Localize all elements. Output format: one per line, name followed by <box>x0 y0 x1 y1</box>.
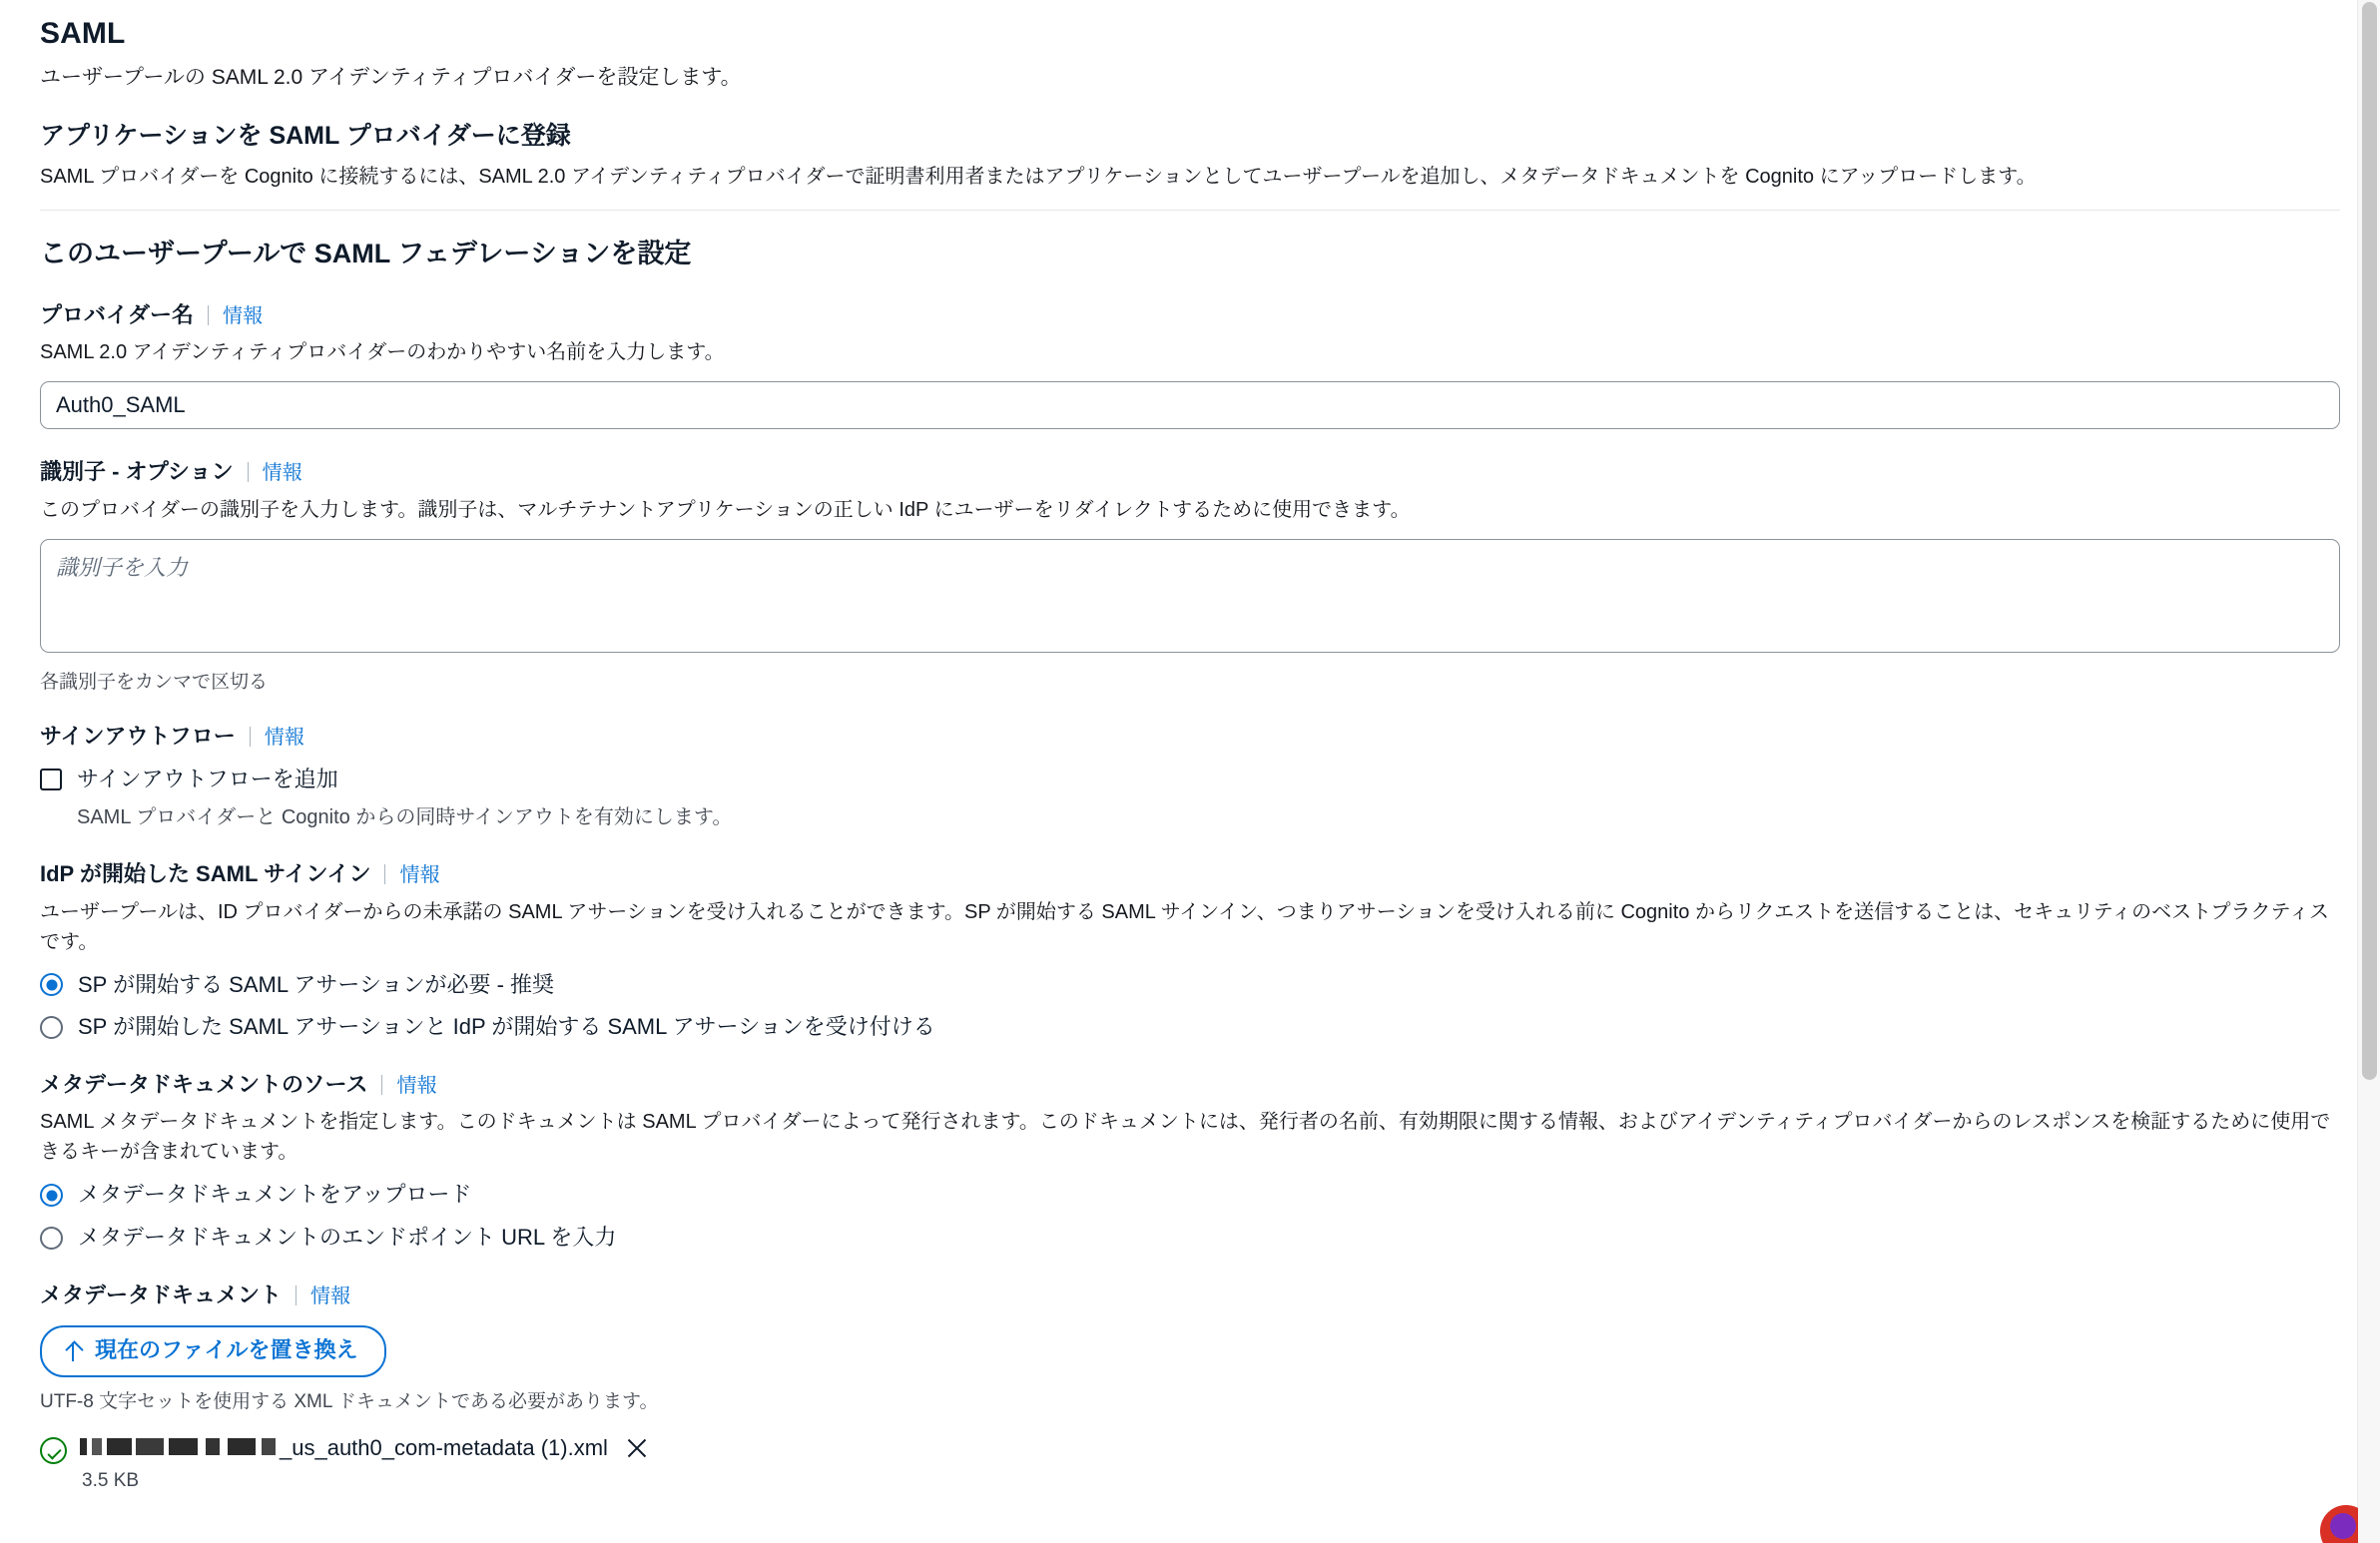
provider-name-input[interactable] <box>40 381 2340 429</box>
uploaded-file-meta <box>80 1434 650 1493</box>
metadata-source-label-row <box>40 1069 2340 1100</box>
uploaded-file-size: 3.5 KB <box>82 1470 140 1492</box>
metadata-source-option-url[interactable] <box>40 1224 2340 1253</box>
metadata-document-label: メタデータドキュメント <box>40 1282 283 1307</box>
register-app-section <box>40 94 2340 212</box>
uploaded-file-name-text: _us_auth0_com-metadata (1).xml <box>280 1434 608 1460</box>
page-scrollbar[interactable] <box>2357 0 2380 1543</box>
label-divider <box>381 1075 382 1095</box>
radio-sp-required[interactable] <box>40 973 63 996</box>
signout-flow-checkbox-label: サインアウトフローを追加 <box>77 767 338 792</box>
signout-flow-checkbox-row[interactable] <box>40 766 2340 794</box>
metadata-document-constraint: UTF-8 文字セットを使用する XML ドキュメントである必要があります。 <box>40 1390 659 1412</box>
signout-flow-sub-description: SAML プロバイダーと Cognito からの同時サインアウトを有効にします。 <box>77 806 733 829</box>
metadata-source-description: SAML メタデータドキュメントを指定します。このドキュメントは SAML プロバイダーによって発行されます。このドキュメントには、発行者の名前、有効期限に関する情報、およびアイデンティティプロバイダーからのレスポンスを検証するために使用できるキーが含まれています。 <box>40 1111 2331 1164</box>
metadata-document-info-link[interactable]: 情報 <box>310 1285 351 1307</box>
register-app-heading: アプリケーションを SAML プロバイダーに登録 <box>40 121 571 150</box>
provider-name-description: SAML 2.0 アイデンティティプロバイダーのわかりやすい名前を入力します。 <box>40 341 725 364</box>
metadata-source-field <box>40 1069 2340 1253</box>
metadata-document-field <box>40 1280 2340 1493</box>
identifiers-label-row <box>40 456 2340 487</box>
identifiers-info-link[interactable]: 情報 <box>262 462 302 485</box>
label-divider <box>250 727 251 747</box>
provider-name-label-row <box>40 299 2340 330</box>
idp-signin-description: ユーザープールは、ID プロバイダーからの未承諾の SAML アサーションを受け入れることができます。SP が開始する SAML サインイン、つまりアサーションを受け入れる前に Cognito からリクエストを送信することは、セキュリティのベストプラクティスです。 <box>40 900 2329 953</box>
floating-widget[interactable] <box>2312 1497 2358 1543</box>
provider-name-info-link[interactable]: 情報 <box>223 304 264 327</box>
provider-name-label: プロバイダー名 <box>40 301 195 327</box>
uploaded-file-name <box>80 1434 608 1463</box>
idp-signin-info-link[interactable]: 情報 <box>399 864 440 887</box>
page-scrollbar-thumb[interactable] <box>2362 2 2377 1080</box>
upload-arrow-icon <box>64 1340 82 1361</box>
radio-endpoint-url[interactable] <box>40 1227 63 1250</box>
register-app-description: SAML プロバイダーを Cognito に接続するには、SAML 2.0 アイデンティティプロバイダーで証明書利用者またはアプリケーションとしてユーザープールを追加し、メタデータドキュメントを Cognito にアップロードします。 <box>40 166 2037 189</box>
metadata-source-option-0-label: メタデータドキュメントをアップロード <box>78 1182 472 1208</box>
metadata-document-label-row <box>40 1280 2340 1310</box>
idp-signin-option-1-label: SP が開始した SAML アサーションと IdP が開始する SAML アサーションを受け付ける <box>78 1014 935 1040</box>
page-subtitle: ユーザープールの SAML 2.0 アイデンティティプロバイダーを設定します。 <box>40 66 742 89</box>
radio-accept-both[interactable] <box>40 1016 63 1039</box>
check-circle-icon <box>40 1437 67 1464</box>
page-title: SAML <box>40 17 126 50</box>
replace-file-button-label: 現在のファイルを置き換え <box>95 1337 358 1363</box>
configure-federation-section <box>40 211 2340 1492</box>
signout-flow-info-link[interactable]: 情報 <box>264 726 304 749</box>
redacted-filename-prefix <box>80 1438 276 1455</box>
identifiers-description: このプロバイダーの識別子を入力します。識別子は、マルチテナントアプリケーションの正しい IdP にユーザーをリダイレクトするために使用できます。 <box>40 498 1411 521</box>
close-icon[interactable] <box>624 1435 650 1461</box>
radio-upload-document[interactable] <box>40 1184 63 1207</box>
idp-signin-field <box>40 858 2340 1042</box>
idp-signin-option-sp-required[interactable] <box>40 971 2340 1000</box>
label-divider <box>248 462 249 482</box>
metadata-source-option-1-label: メタデータドキュメントのエンドポイント URL を入力 <box>78 1225 617 1251</box>
label-divider <box>384 864 385 884</box>
idp-signin-option-accept-both[interactable] <box>40 1013 2340 1042</box>
metadata-source-option-upload[interactable] <box>40 1181 2340 1210</box>
idp-signin-option-0-label: SP が開始する SAML アサーションが必要 - 推奨 <box>78 971 555 997</box>
idp-signin-label-row <box>40 858 2340 889</box>
signout-flow-label: サインアウトフロー <box>40 723 236 749</box>
configure-federation-heading: このユーザープールで SAML フェデレーションを設定 <box>40 239 692 269</box>
signout-flow-field <box>40 721 2340 831</box>
label-divider <box>296 1286 297 1305</box>
floating-widget-badge <box>2330 1513 2356 1539</box>
provider-name-field <box>40 299 2340 430</box>
identifiers-field <box>40 456 2340 694</box>
signout-flow-checkbox[interactable] <box>40 769 62 790</box>
uploaded-file-row <box>40 1434 2340 1493</box>
identifiers-hint: 各識別子をカンマで区切る <box>40 671 269 693</box>
signout-flow-label-row <box>40 721 2340 752</box>
replace-file-button[interactable] <box>40 1325 386 1376</box>
metadata-source-info-link[interactable]: 情報 <box>396 1074 437 1097</box>
label-divider <box>208 305 209 325</box>
idp-signin-label: IdP が開始した SAML サインイン <box>40 861 371 887</box>
identifiers-textarea[interactable] <box>40 539 2340 653</box>
metadata-source-label: メタデータドキュメントのソース <box>40 1071 368 1097</box>
uploaded-file-name-line <box>80 1434 650 1463</box>
identifiers-label: 識別子 - オプション <box>40 459 234 485</box>
